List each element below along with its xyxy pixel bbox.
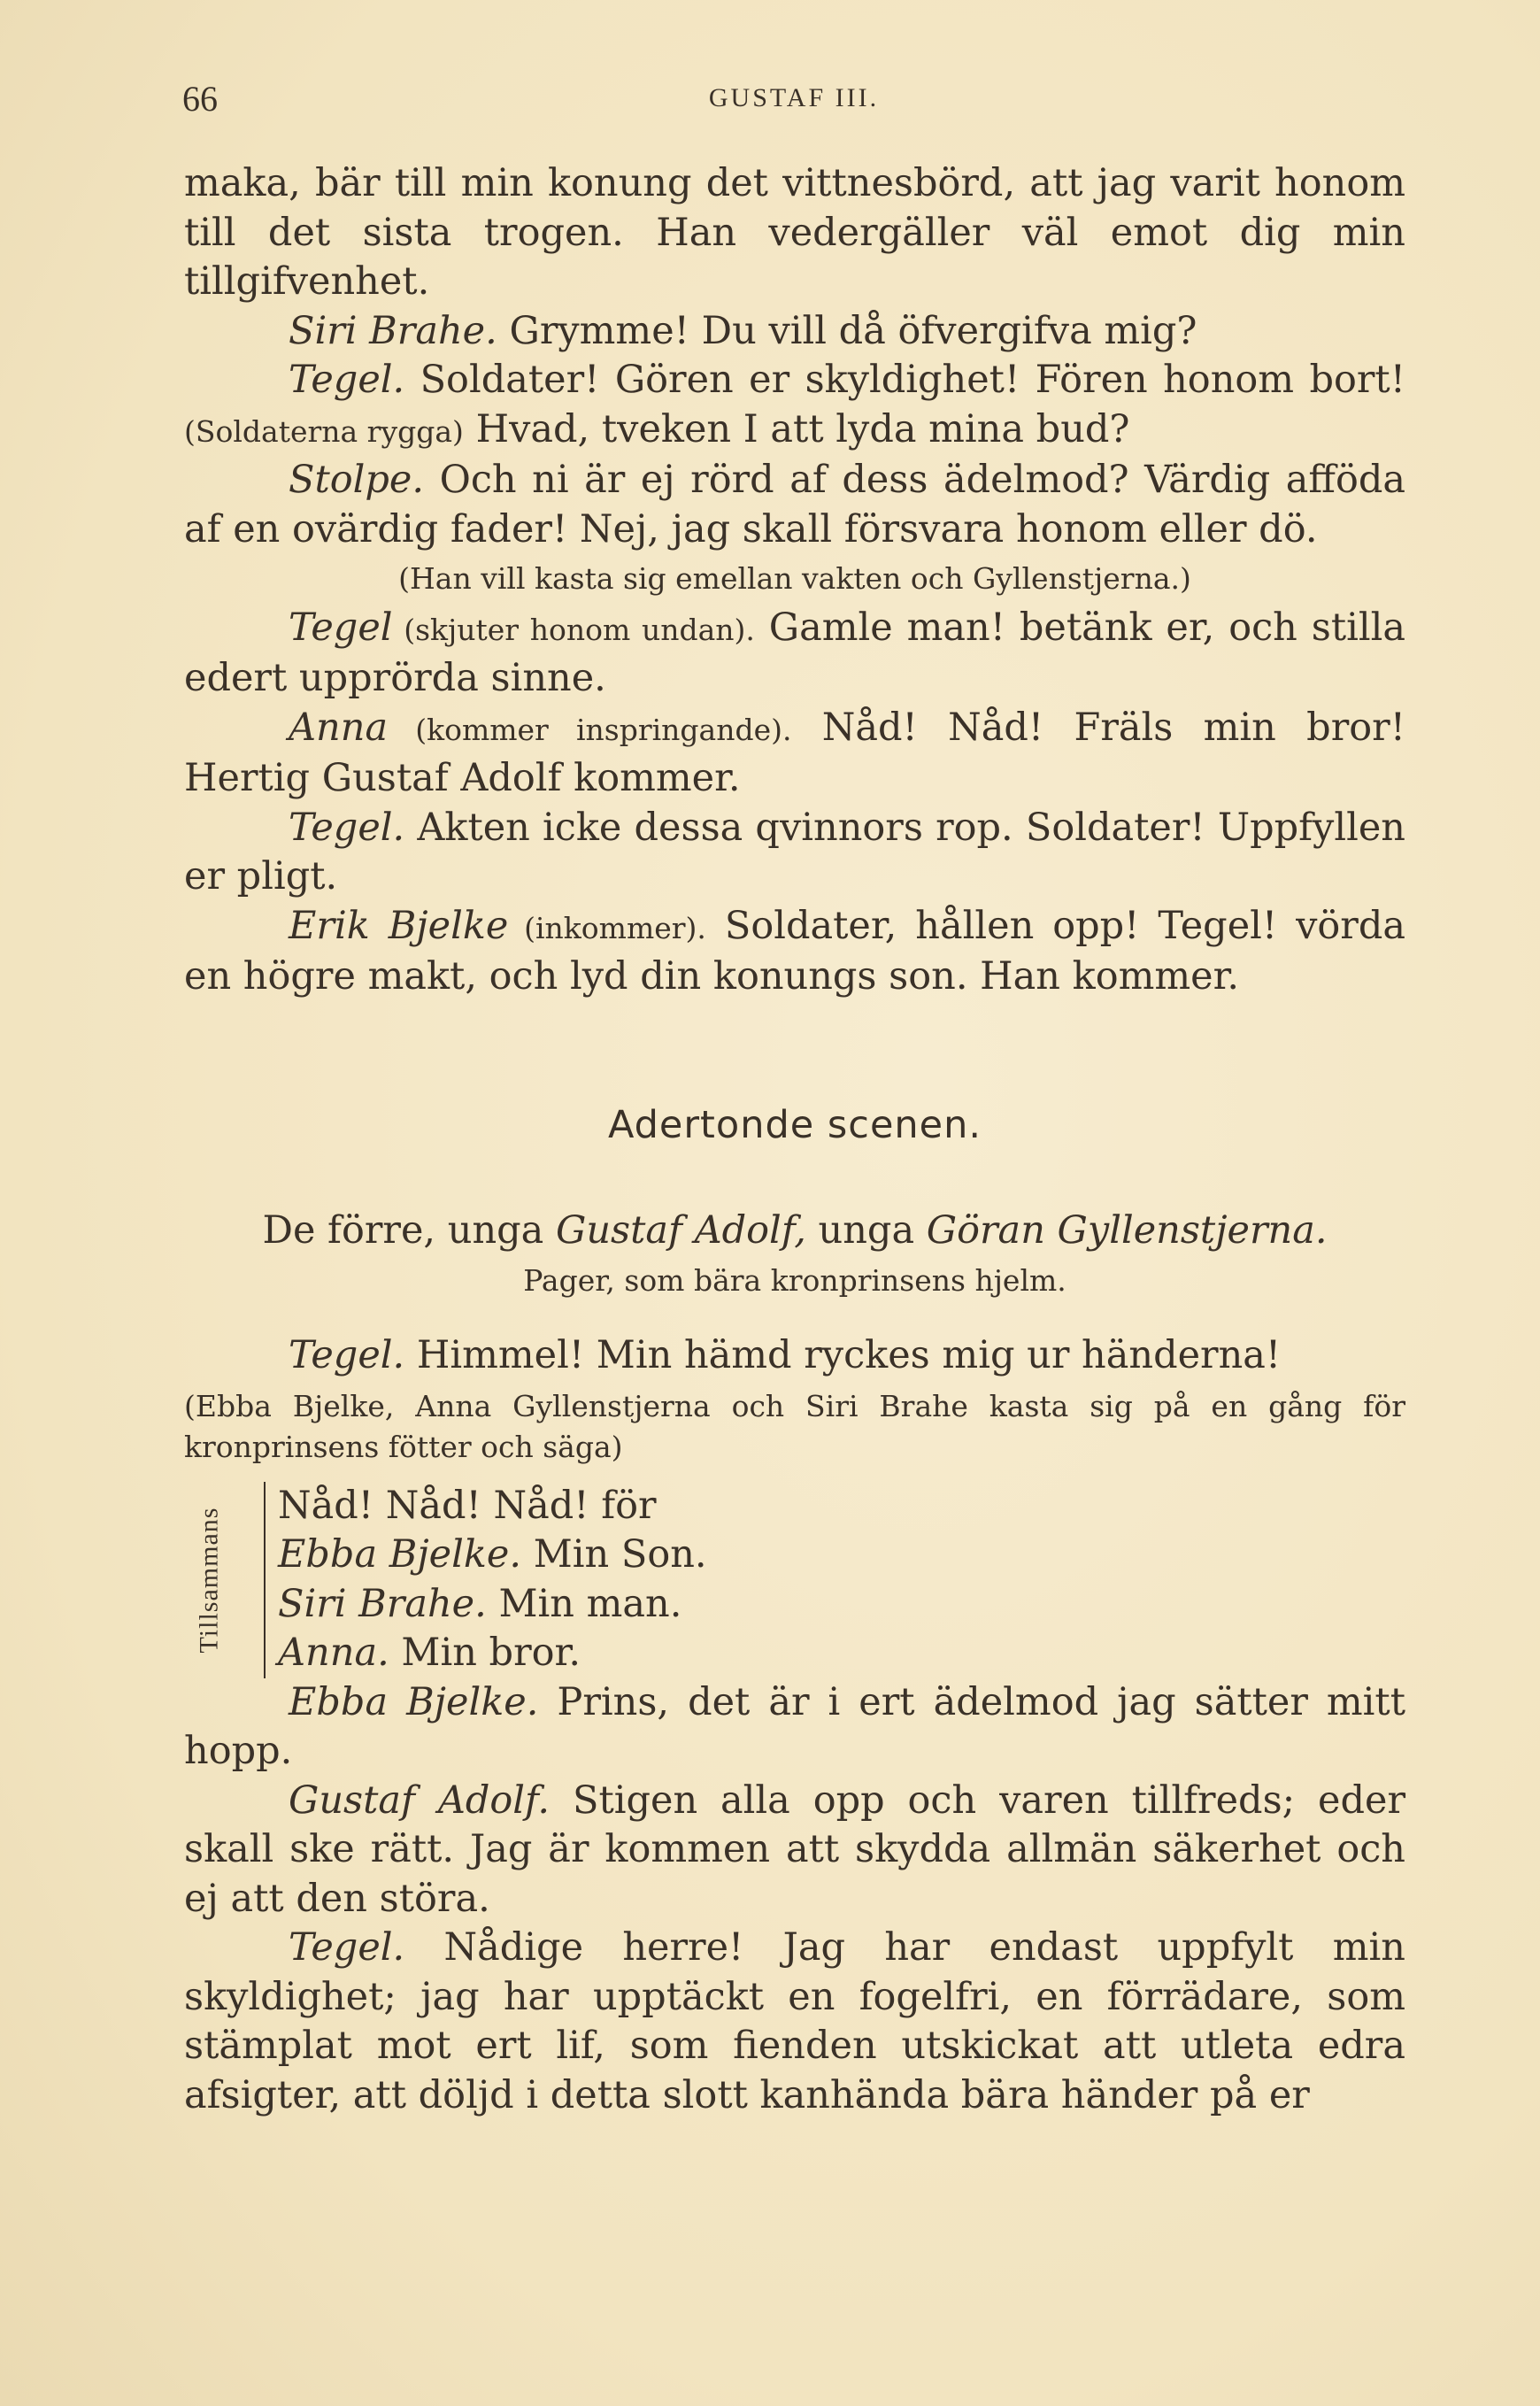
speech: Nåd! Nåd! Fräls min bror! Hertig Gustaf Adolf kommer. [184, 705, 1405, 800]
together-lines [264, 1482, 1405, 1678]
cast-text: unga [805, 1208, 927, 1253]
page-body [184, 159, 1405, 2120]
speaker: Ebba Bjelke. [278, 1532, 522, 1577]
line-ebba-bjelke [184, 1678, 1405, 1777]
speaker: Siri Brahe. [289, 308, 497, 353]
line-tegel-2 [184, 604, 1405, 704]
cast-list-pages: Pager, som bära kronprinsens hjelm. [523, 1262, 1066, 1298]
speech: Akten icke dessa qvinnors rop. Soldater! Uppfyllen er pligt. [184, 805, 1405, 898]
cast-name: Göran Gyllenstjerna. [926, 1208, 1328, 1253]
speech: Nådige herre! Jag har endast uppfylt min skyldighet; jag har upptäckt en fogelfri, en förrädare, som stämplat mot ert lif, som fienden utskickat att utleta edra afsigter, att döljd i detta slott kanhända bära händer på er [184, 1925, 1405, 2117]
together-label [193, 1482, 225, 1678]
line-gustaf-adolf [184, 1777, 1405, 1924]
running-title: GUSTAF III. [708, 83, 880, 112]
stage-direction: (kommer inspringande). [388, 712, 792, 747]
line-tegel-5 [184, 1924, 1405, 2120]
speech: Och ni är ej rörd af dess ädelmod? Värdig afföda af en ovärdig fader! Nej, jag skall försvara honom eller dö. [184, 458, 1405, 551]
stage-direction: (skjuter honom undan). [392, 612, 755, 647]
together-block [184, 1482, 1405, 1678]
page-header [182, 78, 1405, 122]
speech: Soldater! Gören er skyldighet! Fören honom bort! [404, 358, 1405, 402]
speech: Hvad, tveken I att lyda mina bud? [463, 406, 1130, 451]
speech: Min Son. [521, 1532, 707, 1577]
speaker: Tegel. [289, 1333, 405, 1377]
line-anna [184, 704, 1405, 804]
stage-direction-block: (Ebba Bjelke, Anna Gyllenstjerna och Siri Brahe kasta sig på en gång för kronprinsens fötter och säga) [184, 1388, 1405, 1464]
line-tegel-1 [184, 356, 1405, 456]
speaker: Anna [289, 705, 389, 750]
line-stolpe [184, 456, 1405, 554]
scene-heading: Adertonde scenen. [607, 1102, 982, 1147]
speech: Grymme! Du vill då öfvergifva mig? [497, 308, 1197, 353]
together-line [278, 1629, 1405, 1678]
speech: Gamle man! betänk er, och stilla edert upprörda sinne. [184, 605, 1405, 700]
line-siri-brahe [184, 307, 1405, 357]
speech: Himmel! Min hämd ryckes mig ur händerna! [404, 1333, 1282, 1377]
speaker: Tegel [289, 605, 393, 650]
speaker: Tegel. [289, 805, 405, 850]
together-line [278, 1580, 1405, 1630]
stage-direction: (Soldaterna rygga) [184, 413, 464, 449]
stage-direction-centered: (Han vill kasta sig emellan vakten och Gyllenstjerna.) [398, 561, 1191, 596]
speech: Stigen alla opp och varen tillfreds; eder skall ske rätt. Jag är kommen att skydda allmän säkerhet och ej att den störa. [184, 1778, 1405, 1921]
speaker: Erik Bjelke [289, 903, 509, 948]
speech: Prins, det är i ert ädelmod jag sätter mitt hopp. [184, 1679, 1405, 1773]
cast-name: Gustaf Adolf, [555, 1208, 806, 1253]
together-label-text: Tillsammans [194, 1507, 224, 1653]
together-line [278, 1531, 1405, 1580]
speaker: Anna. [278, 1631, 389, 1675]
speech: Min man. [486, 1581, 682, 1626]
speaker: Stolpe. [289, 458, 425, 502]
speech: Soldater, hållen opp! Tegel! vörda en högre makt, och lyd din konungs son. Han kommer. [184, 903, 1406, 999]
page-number: 66 [182, 79, 218, 119]
stage-direction: (inkommer). [508, 910, 706, 945]
speech: Min bror. [389, 1631, 581, 1675]
speaker: Siri Brahe. [278, 1581, 487, 1626]
line-erik-bjelke [184, 902, 1405, 1002]
line-tegel-3 [184, 804, 1405, 902]
speaker: Gustaf Adolf. [289, 1778, 551, 1823]
cast-list [184, 1207, 1405, 1256]
together-line: Nåd! Nåd! Nåd! för [278, 1483, 657, 1528]
speaker: Tegel. [289, 358, 405, 402]
cast-text: De förre, unga [262, 1208, 556, 1253]
speaker: Ebba Bjelke. [289, 1679, 539, 1724]
line-tegel-4 [184, 1331, 1405, 1381]
speaker: Tegel. [289, 1925, 405, 1970]
paragraph-continuation: maka, bär till min konung det vittnesbörd, att jag varit honom till det sista trogen. Han vedergäller väl emot dig min tillgifvenhet. [184, 161, 1405, 304]
